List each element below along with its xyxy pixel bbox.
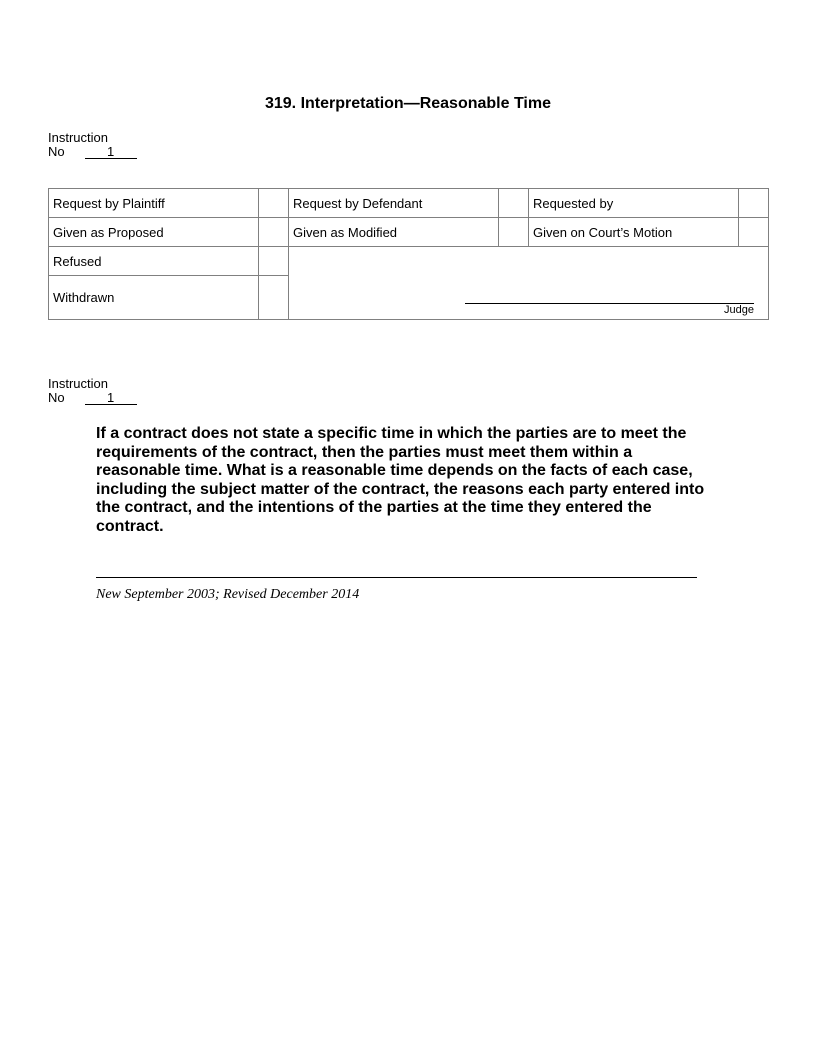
- withdrawn-label: Withdrawn: [49, 276, 259, 320]
- instruction-no-line: [48, 391, 137, 405]
- given-on-courts-motion-box: [738, 218, 768, 247]
- table-row: [49, 247, 769, 276]
- judge-signature-cell: [288, 247, 768, 320]
- table-row: [49, 189, 769, 218]
- instruction-no-label: No: [48, 144, 65, 159]
- given-on-courts-motion-label: Given on Court’s Motion: [528, 218, 738, 247]
- refused-label: Refused: [49, 247, 259, 276]
- refused-box: [258, 247, 288, 276]
- page-title: 319. Interpretation—Reasonable Time: [264, 95, 551, 112]
- given-as-modified-box: [498, 218, 528, 247]
- instruction-no-label: No: [48, 390, 65, 405]
- judge-label: Judge: [724, 304, 754, 316]
- instruction-label: Instruction: [48, 376, 108, 391]
- table-row: [49, 218, 769, 247]
- request-by-defendant-label: Request by Defendant: [288, 189, 498, 218]
- request-by-plaintiff-box: [258, 189, 288, 218]
- given-as-proposed-box: [258, 218, 288, 247]
- instruction-text: If a contract does not state a specific time in which the parties are to meet the requirements of the contract, then the parties must meet them within a reasonable time. What is a reasonable time depends on the facts of each case, including the subject matter of the contract, the reasons each party entered into the contract, and the intentions of the parties at the time they entered the contract.: [96, 425, 705, 535]
- instruction-disposition-table: [48, 188, 769, 320]
- withdrawn-box: [258, 276, 288, 320]
- revision-history: New September 2003; Revised December 2014: [96, 587, 360, 602]
- request-by-plaintiff-label: Request by Plaintiff: [49, 189, 259, 218]
- instruction-number: 1: [85, 391, 137, 405]
- instruction-no-line: [48, 145, 137, 159]
- instruction-number-block-bottom: [48, 377, 137, 405]
- given-as-proposed-label: Given as Proposed: [49, 218, 259, 247]
- instruction-number: 1: [85, 145, 137, 159]
- divider: [96, 577, 697, 578]
- instruction-label: Instruction: [48, 130, 108, 145]
- instruction-number-block-top: [48, 131, 137, 159]
- requested-by-label: Requested by: [528, 189, 738, 218]
- request-by-defendant-box: [498, 189, 528, 218]
- requested-by-box: [738, 189, 768, 218]
- judge-signature-line: [465, 303, 754, 304]
- given-as-modified-label: Given as Modified: [288, 218, 498, 247]
